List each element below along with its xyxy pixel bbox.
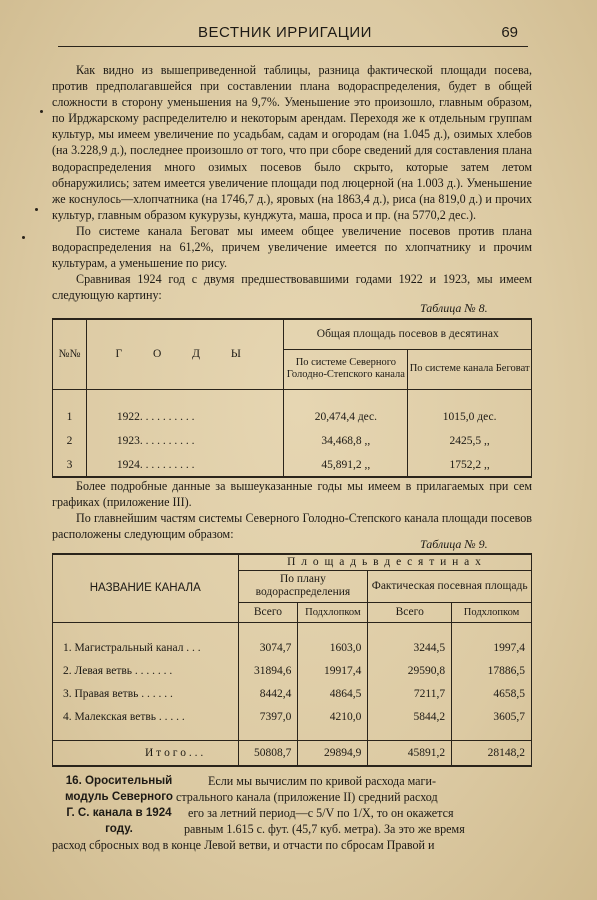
table-row [53, 705, 532, 728]
row-begovat-area: 1015,0 дес. [408, 405, 532, 429]
canal-name: 2. Левая ветвь . . . . . . . [53, 659, 239, 682]
total-fact-cotton: 28148,2 [452, 740, 532, 766]
plan-cotton: 19917,4 [298, 659, 368, 682]
col-north-header: По системе Северного Голодно-Степского канала [284, 349, 408, 389]
col-plan-cotton-header: Подхлопком [298, 602, 368, 622]
col-canal-name-header: НАЗВАНИЕ КАНАЛА [53, 554, 239, 622]
plan-total: 7397,0 [238, 705, 298, 728]
plan-total: 8442,4 [238, 682, 298, 705]
paragraph-4: Более подробные данные за вышеуказанные годы мы имеем в прилагаемых при сем графиках (приложение III). [52, 479, 532, 510]
intro-text [52, 62, 532, 303]
fact-total: 7211,7 [368, 682, 452, 705]
row-number: 3 [53, 453, 87, 477]
body-line: расход сбросных вод в конце Левой ветви, и отчасти по сбросам Правой и [52, 838, 435, 853]
table-row [53, 453, 532, 477]
journal-title: ВЕСТНИК ИРРИГАЦИИ [198, 24, 372, 41]
heading-line: модуль Северного [64, 790, 174, 804]
fact-total: 5844,2 [368, 705, 452, 728]
plan-cotton: 4210,0 [298, 705, 368, 728]
col-number-header: №№ [53, 319, 87, 389]
col-plan-total-header: Всего [238, 602, 298, 622]
plan-cotton: 1603,0 [298, 636, 368, 659]
total-fact: 45891,2 [368, 740, 452, 766]
fact-cotton: 1997,4 [452, 636, 532, 659]
total-plan: 50808,7 [238, 740, 298, 766]
paragraph-3: Сравнивая 1924 год с двумя предшествовавшими годами 1922 и 1923, мы имеем следующую картину: [52, 272, 532, 303]
body-line: Если мы вычислим по кривой расхода маги- [208, 774, 436, 788]
canal-name: 1. Магистральный канал . . . [53, 636, 239, 659]
plan-total: 31894,6 [238, 659, 298, 682]
row-year: 1923. . . . . . . . . . [86, 429, 284, 453]
row-north-area: 45,891,2 ,, [284, 453, 408, 477]
group-header: П л о щ а д ь в д е с я т и н а х [238, 554, 531, 570]
table-row [53, 659, 532, 682]
section-16-text [52, 773, 532, 853]
table-9 [52, 553, 532, 767]
plan-total: 3074,7 [238, 636, 298, 659]
sub-fact-header: Фактическая посевная площадь [368, 570, 532, 602]
row-begovat-area: 2425,5 ,, [408, 429, 532, 453]
canal-name: 4. Малекская ветвь . . . . . [53, 705, 239, 728]
heading-line: году. [105, 822, 133, 836]
table-row [53, 429, 532, 453]
paragraph-1: Как видно из вышеприведенной таблицы, разница фактической площади посева, против предполагавшейся при составлении плана водораспределения, будет в общей сложности в сторону уменьшения на 9,7%. Уменьшение это произошло, главным образом, по Ирджарскому распределителю и некоторым арендам. Переходя же к отдельным группам культур, мы имеем увеличение по усадьбам, садам и огородам (на 1.045 д.), озимых хлебов (на 3.228,9 д.), последнее произошло от того, что при сборе сведений для составления плана водораспределения много озимых посевов было скрыто, которые затем летом обнаружились; затем имеется увеличение площади под люцерной (на 1.003 д.). Уменьшение же коснулось—хлопчатника (на 1746,7 д.), яровых (на 1863,4 д.), риса (на 819,0 д.) и прочих культур, главным образом кукурузы, кунджута, маша, проса и пр. (на 5770,2 дес.). [52, 63, 532, 222]
heading-line: Г. С. канала в 1924 [66, 806, 172, 820]
page-number: 69 [501, 24, 518, 41]
total-plan-cotton: 29894,9 [298, 740, 368, 766]
row-year: 1922. . . . . . . . . . [86, 405, 284, 429]
heading-line: 16. Оросительный [65, 774, 173, 787]
ink-spot [35, 208, 38, 211]
fact-cotton: 3605,7 [452, 705, 532, 728]
total-row [53, 740, 532, 766]
ink-spot [40, 110, 43, 113]
col-years-header: Г О Д Ы [86, 319, 284, 389]
row-number: 2 [53, 429, 87, 453]
col-begovat-header: По системе канала Беговат [408, 349, 532, 389]
fact-total: 3244,5 [368, 636, 452, 659]
table-8 [52, 318, 532, 478]
fact-cotton: 4658,5 [452, 682, 532, 705]
fact-total: 29590,8 [368, 659, 452, 682]
body-line: его за летний период—с 5/V по 1/X, то он окажется [188, 806, 454, 821]
paragraph-5: По главнейшим частям системы Северного Голодно-Степского канала площади посевов расположены следующим образом: [52, 511, 532, 542]
col-fact-cotton-header: Подхлопком [452, 602, 532, 622]
running-header [58, 22, 528, 47]
sub-plan-header: По плану водораспределения [238, 570, 368, 602]
table-row [53, 682, 532, 705]
middle-text [52, 478, 532, 542]
table9-caption: Таблица № 9. [420, 537, 488, 551]
row-year: 1924. . . . . . . . . . [86, 453, 284, 477]
row-begovat-area: 1752,2 ,, [408, 453, 532, 477]
paragraph-2: По системе канала Беговат мы имеем общее увеличение посевов против плана водораспределения на 61,2%, причем увеличение имеется по хлопчатнику и прочим культурам, а уменьшение по рису. [52, 223, 532, 271]
total-label: И т о г о . . . [53, 740, 239, 766]
row-north-area: 20,474,4 дес. [284, 405, 408, 429]
table-row [53, 405, 532, 429]
row-north-area: 34,468,8 ,, [284, 429, 408, 453]
canal-name: 3. Правая ветвь . . . . . . [53, 682, 239, 705]
row-number: 1 [53, 405, 87, 429]
table-row [53, 636, 532, 659]
fact-cotton: 17886,5 [452, 659, 532, 682]
col-fact-total-header: Всего [368, 602, 452, 622]
group-header: Общая площадь посевов в десятинах [284, 319, 532, 349]
table8-caption: Таблица № 8. [420, 301, 488, 315]
plan-cotton: 4864,5 [298, 682, 368, 705]
body-line: равным 1.615 с. фут. (45,7 куб. метра). За это же время [184, 822, 465, 837]
ink-spot [22, 236, 25, 239]
body-line: стрального канала (приложение II) средний расход [176, 790, 438, 805]
